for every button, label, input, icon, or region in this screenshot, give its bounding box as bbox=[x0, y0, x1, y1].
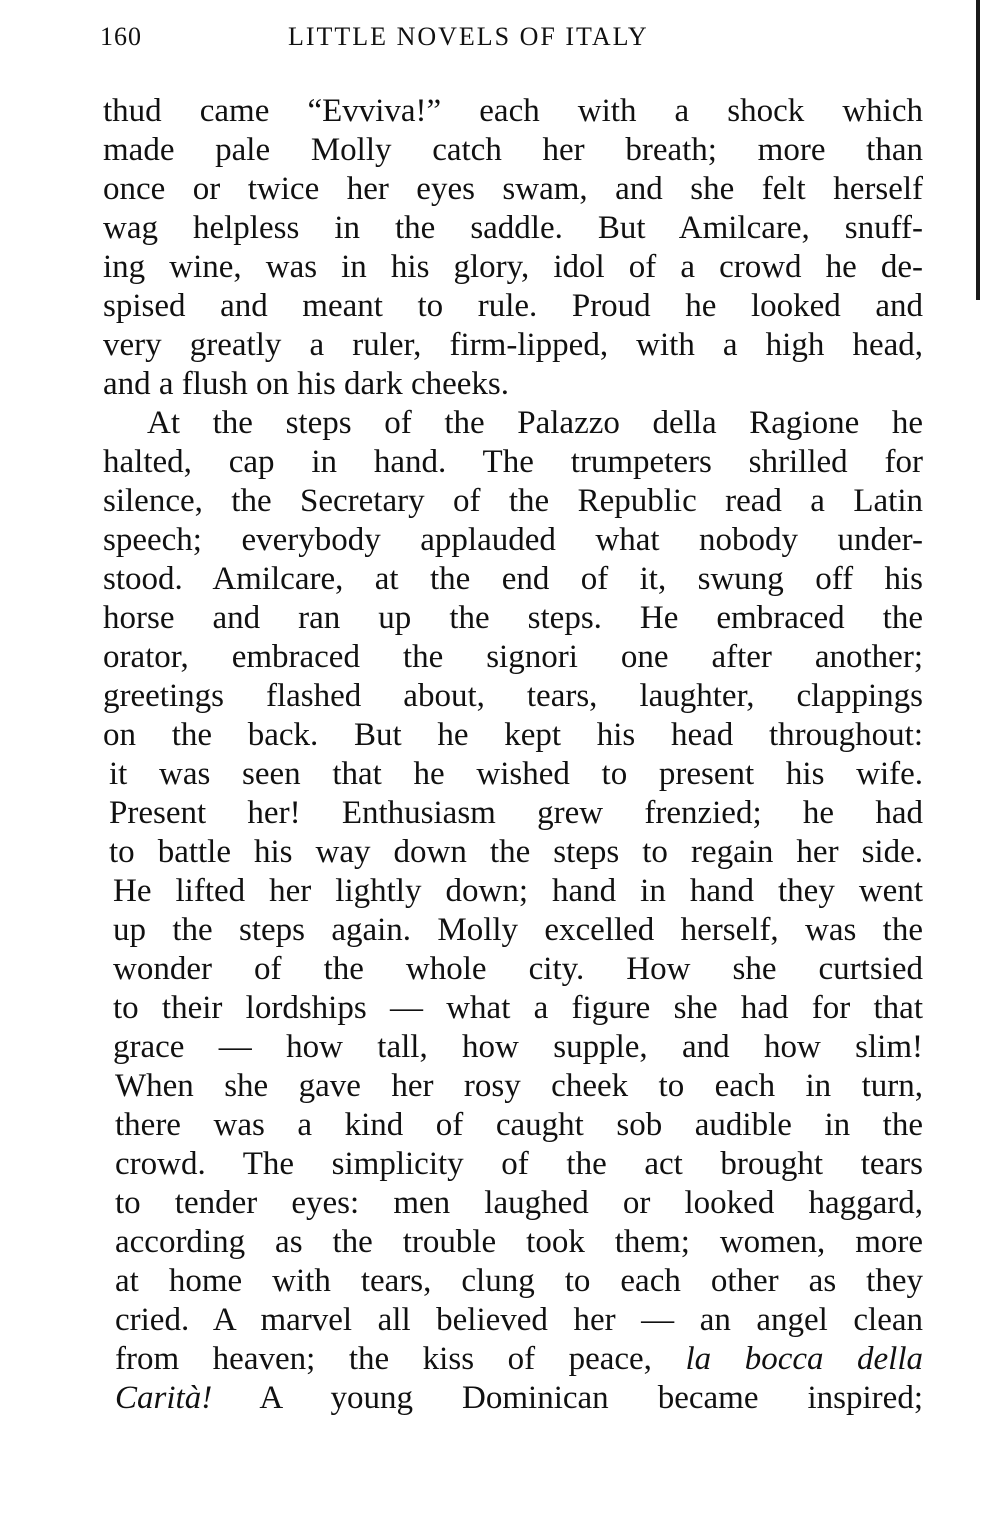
text-line: there was a kind of caught sob audible in the bbox=[115, 1107, 923, 1143]
italic-phrase: Carità! bbox=[115, 1380, 213, 1416]
text-line: and a flush on his dark cheeks. bbox=[103, 366, 509, 402]
text-line: speech; everybody applauded what nobody under- bbox=[103, 522, 923, 558]
text-line: very greatly a ruler, firm-lipped, with a high head, bbox=[103, 327, 923, 363]
text-line: halted, cap in hand. The trumpeters shrilled for bbox=[103, 444, 923, 480]
italic-phrase: la bocca della bbox=[685, 1341, 924, 1377]
text-line: once or twice her eyes swam, and she felt herself bbox=[103, 171, 923, 207]
text-line: to tender eyes: men laughed or looked haggard, bbox=[115, 1185, 923, 1221]
text-line: stood. Amilcare, at the end of it, swung off his bbox=[103, 561, 923, 597]
text-line: it was seen that he wished to present his wife. bbox=[109, 756, 923, 792]
text-span: A young Dominican became inspired; bbox=[259, 1380, 923, 1416]
text-line: orator, embraced the signori one after another; bbox=[103, 639, 923, 675]
text-line: wonder of the whole city. How she curtsied bbox=[113, 951, 923, 987]
text-line: thud came “Evviva!” each with a shock which bbox=[103, 93, 923, 129]
running-head: LITTLE NOVELS OF ITALY bbox=[288, 22, 649, 51]
text-line: He lifted her lightly down; hand in hand they went bbox=[113, 873, 923, 909]
text-line-with-italic bbox=[103, 1379, 923, 1418]
text-line: ing wine, was in his glory, idol of a crowd he de- bbox=[103, 249, 923, 285]
text-line: at home with tears, clung to each other as they bbox=[115, 1263, 923, 1299]
text-line: wag helpless in the saddle. But Amilcare, snuff- bbox=[103, 210, 923, 246]
text-line: crowd. The simplicity of the act brought tears bbox=[115, 1146, 923, 1182]
page-number: 160 bbox=[100, 22, 142, 51]
text-line: greetings flashed about, tears, laughter, clappings bbox=[103, 678, 923, 714]
text-line: on the back. But he kept his head throughout: bbox=[103, 717, 923, 753]
body-text bbox=[103, 92, 923, 1418]
text-line-with-italic bbox=[103, 1340, 923, 1379]
text-span: from heaven; the kiss of peace, bbox=[115, 1341, 652, 1377]
paragraph-start-line: At the steps of the Palazzo della Ragione he bbox=[147, 405, 923, 441]
text-line: silence, the Secretary of the Republic read a Latin bbox=[103, 483, 923, 519]
page-header bbox=[100, 22, 925, 62]
text-line: up the steps again. Molly excelled herself, was the bbox=[113, 912, 923, 948]
text-line: horse and ran up the steps. He embraced the bbox=[103, 600, 923, 636]
text-line: spised and meant to rule. Proud he looked and bbox=[103, 288, 923, 324]
text-line: grace — how tall, how supple, and how slim! bbox=[113, 1029, 923, 1065]
text-line: according as the trouble took them; women, more bbox=[115, 1224, 923, 1260]
text-line: to their lordships — what a figure she had for that bbox=[113, 990, 923, 1026]
text-line: made pale Molly catch her breath; more than bbox=[103, 132, 923, 168]
text-line: Present her! Enthusiasm grew frenzied; he had bbox=[109, 795, 923, 831]
text-line: to battle his way down the steps to regain her side. bbox=[109, 834, 923, 870]
text-line: cried. A marvel all believed her — an angel clean bbox=[115, 1302, 923, 1338]
text-line: When she gave her rosy cheek to each in turn, bbox=[115, 1068, 923, 1104]
page-edge-rule bbox=[976, 0, 980, 300]
